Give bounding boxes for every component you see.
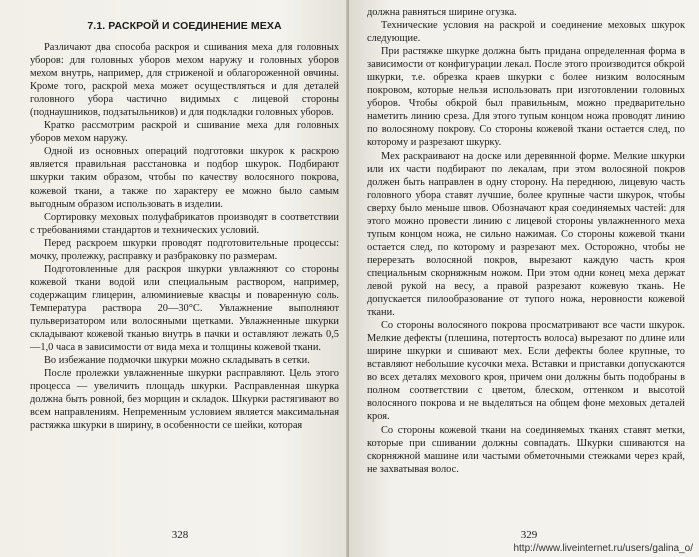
page-number-left: 328 bbox=[171, 529, 189, 541]
paragraph: При растяжке шкурке должна быть придана определенная форма в зависимости от конфигурации лекал. После этого производится обкрой шкурки, т.е. обрезка краев шкурки с более низким волосяным покровом, которые нельзя использовать при изготовлении головных уборов. Чтобы обкрой был правильным, можно предварительно наметить линию среза. Для этого тупым концом ножа проводят линию по волосяному покрову. Со стороны кожевой ткани остается след, по которому и разрезают шкурку. bbox=[367, 46, 685, 149]
paragraph: Во избежание подмочки шкурки можно складывать в сетки. bbox=[44, 355, 310, 367]
right-page-text bbox=[367, 6, 685, 476]
left-page bbox=[0, 0, 349, 557]
paragraph: Мех раскраивают на доске или деревянной форме. Мелкие шкурки или их части подбирают по лекалам, при этом волосяной покров должен быть направлен в одну сторону. На переднюю, лицевую часть головного убора ставят лучшие, более крупные части шкурок, чтобы сверху было меньше швов. Обозначают края соединяемых частей: для этого можно провести линию с лицевой стороны увлажненного меха тупым концом ножа, не сильно нажимая. Со стороны кожевой ткани остается след, по которому и разрезают мех. Осторожно, чтобы не перерезать волосяной покров, вырезают каждую часть кроя специальным скорняжным ножом. При этом одни конец меха держат левой рукой на весу, а правой разрезают кожевую ткань. Не допускается пилообразование от тупого ножа, неровности кожевой ткани. bbox=[367, 150, 685, 319]
paragraph: После пролежки увлажненные шкурки расправляют. Цель этого процесса — увеличить площадь шкурки. Расправленная шкурка должна быть ровной, без морщин и складок. Шкурки растягивают во всем направлениям. Непременным условием является максимальная растяжка шкурки в ширину, в особенности се шейки, которая bbox=[30, 368, 339, 432]
paragraph: Перед раскроем шкурки проводят подготовительные процессы: мочку, пролежку, расправку и разбраковку по размерам. bbox=[30, 237, 339, 262]
section-heading: 7.1. РАСКРОЙ И СОЕДИНЕНИЕ МЕХА bbox=[87, 20, 282, 32]
paragraph: Сортировку меховых полуфабрикатов производят в соответствии с требованиями стандартов и технических условий. bbox=[30, 211, 339, 236]
paragraph: Со стороны кожевой ткани на соединяемых тканях ставят метки, которые при сшивании должны совпадать. Шкурки сшиваются на скорняжной машине или частыми обметочными стежками через край, не захватывая волос. bbox=[367, 424, 685, 475]
paragraph: Различают два способа раскроя и сшивания меха для головных уборов: для головных уборов мехом наружу и головных уборов мехом внутрь, например, для стриженой и облагороженной овчины. Кроме того, раскрой меха может осуществляться и для деталей головного убора частично видимых с лицевой стороны (поднаушников, подзатыльников) и для подкладки головных уборов. bbox=[30, 42, 339, 119]
paragraph: Технические условия на раскрой и соединение меховых шкурок следующие. bbox=[367, 20, 685, 45]
right-page bbox=[349, 0, 699, 557]
page-number-right: 329 bbox=[520, 529, 538, 541]
paragraph: Подготовленные для раскроя шкурки увлажняют со стороны кожевой ткани водой или специальным раствором, например, содержащим глицерин, алюминиевые квасцы и поваренную соль. Температура раствора 20—30°С. Увлажнение выполняют пульверизатором или волосяными щетками. Увлажненные шкурки складывают кожевой тканью внутрь в пачки и оставляют лежать 0,5—1,0 часа в зависимости от вида меха и толщины кожевой ткани. bbox=[30, 263, 339, 354]
source-url-watermark: http://www.liveinternet.ru/users/galina_o/ bbox=[513, 543, 693, 554]
paragraph: Со стороны волосяного покрова просматривают все части шкурок. Мелкие дефекты (плешина, потертость волоса) вырезают по длине или ширине шкурки и сшивают мех. Если дефекты более крупные, то вставляют небольшие кусочки меха. Вставки и приставки допускаются во всех деталях мехового кроя, причем они должны быть подобраны в полном соответствии с цветом, блеском, оттенком и высотой волосяного покрова и не выделяться на общем фоне меховых деталей кроя. bbox=[367, 320, 685, 423]
paragraph: должна равняться ширине огузка. bbox=[367, 7, 517, 18]
paragraph: Кратко рассмотрим раскрой и сшивание меха для головных уборов мехом наружу. bbox=[30, 120, 339, 145]
paragraph: Одной из основных операций подготовки шкурок к раскрою является правильная расстановка и подбор шкурок. Подбирают шкурки таким образом, чтобы по качеству волосяного покрова, кожевой ткани, а также по характеру ее можно было самым выгодным образом использовать в изделии. bbox=[30, 146, 339, 210]
left-page-text bbox=[30, 41, 339, 432]
